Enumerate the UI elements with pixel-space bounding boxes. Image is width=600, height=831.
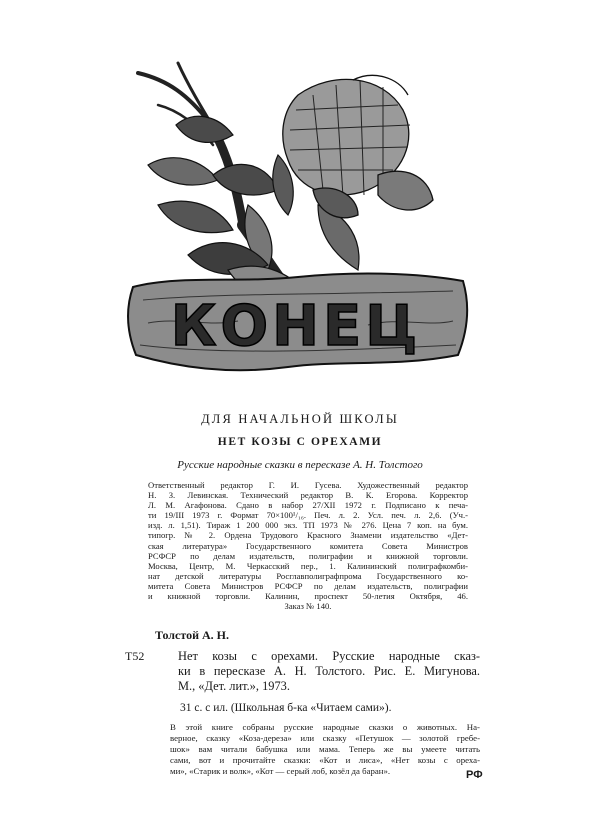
imprint-line: ти 19/III 1973 г. Формат 70×100¹/₁₆. Печ. л. 2. Усл. печ. л. 2,6. (Уч.- [148,510,468,521]
bibliographic-entry [178,649,480,694]
region-mark: РФ [466,769,483,781]
annotation-line: ми», «Старик и волк», «Кот — серый лоб, козёл да баран». [170,766,391,776]
imprint-line-order: Заказ № 140. [284,601,332,612]
book-title: НЕТ КОЗЫ С ОРЕХАМИ [217,436,383,448]
imprint-line: изд. л. 1,51). Тираж 1 200 000 экз. ТП 1973 № 276. Цена 7 коп. на бум. [148,520,468,531]
annotation-block [170,722,480,777]
bib-line: М., «Дет. лит.», 1973. [178,679,290,693]
wooden-sign [128,274,467,371]
imprint-line: Ответственный редактор Г. И. Гусева. Художественный редактор [148,480,468,490]
imprint-line: Москва, Центр, М. Черкасский пер., 1. Калининский полиграфкомби- [148,560,468,571]
konets-illustration [118,55,473,400]
imprint-line: ская литература» Государственного комитета Совета Министров [148,540,468,551]
imprint-line: митета Совета Министров РСФСР по делам издательств, полиграфии [148,580,468,591]
book-subtitle: Русские народные сказки в пересказе А. Н. Толстого [177,459,423,471]
sign-text: КОНЕЦ [170,294,422,359]
annotation-line: сами, вот и прочитайте сказки: «Кот и лиса», «Нет козы с ореха- [170,755,480,765]
series-heading: ДЛЯ НАЧАЛЬНОЙ ШКОЛЫ [201,412,399,426]
imprint-line: и книжной торговли. Калинин, проспект 50-летия Октября, 46. [148,591,468,602]
imprint-line: РСФСР по делам издательств, полиграфии и книжной торговли. [148,550,468,561]
imprint-line: Н. З. Левинская. Технический редактор В. К. Егорова. Корректор [148,490,468,501]
bib-line: Нет козы с орехами. Русские народные сказ- [178,649,480,663]
imprint-block [148,480,468,611]
annotation-line: шок» вам читали бабушка или мама. Теперь же вы умеете читать [170,744,480,754]
bib-line: ки в пересказе А. Н. Толстого. Рис. Е. Мигунова. [178,664,480,678]
imprint-line: типогр. № 2. Ордена Трудового Красного Знамени издательство «Дет- [148,530,468,541]
annotation-line: В этой книге собраны русские народные сказки о животных. На- [170,722,480,732]
imprint-line: Л. М. Агафонова. Сдано в набор 27/XII 1972 г. Подписано к печа- [148,500,468,511]
nut-cluster [283,75,433,217]
pages-series-line: 31 с. с ил. (Школьная б-ка «Читаем сами»). [180,702,392,714]
imprint-line: нат детской литературы Росглавполиграфпрома Государственного ко- [148,570,468,581]
annotation-line: верное, сказку «Коза-дереза» или сказку «Петушок — золотой гребе- [170,733,480,743]
catalog-author: Толстой А. Н. [155,628,230,642]
catalog-code: Т52 [125,649,145,663]
